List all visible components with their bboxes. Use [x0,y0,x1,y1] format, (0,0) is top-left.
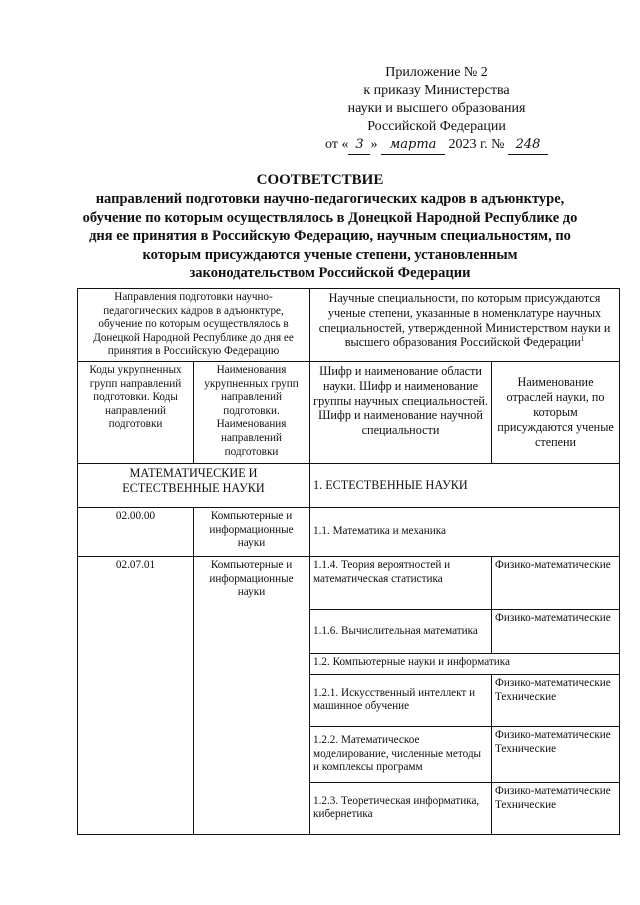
correspondence-table [77,288,620,835]
branch-cell: Физико-математические Технические [492,782,620,834]
code-cell: 02.07.01 [78,556,194,834]
table-row [78,507,620,556]
col-header-branch: Наименование отраслей науки, по которым присуждаются ученые степени [492,361,620,463]
branch-cell: Физико-математические Технические [492,726,620,782]
spec-cell: 1.2.2. Математическое моделирование, численные методы и комплексы программ [310,726,492,782]
spec-cell: 1.2.1. Искусственный интеллект и машинное обучение [310,674,492,726]
footnote-mark: 1 [580,335,585,344]
order-number: 248 [508,136,548,155]
spec-cell: 1.2.3. Теоретическая информатика, кибернетика [310,782,492,834]
date-month: марта [381,136,445,155]
section-left: МАТЕМАТИЧЕСКИЕ И ЕСТЕСТВЕННЫЕ НАУКИ [78,463,310,507]
date-mid: » [370,137,378,152]
table-row [78,289,620,362]
branch-cell: Физико-математические [492,556,620,609]
col-header-names: Наименования укрупненных групп направлений подготовки. Наименования направлений подготовки [194,361,310,463]
table-row [78,556,620,609]
date-year: 2023 г. № [448,137,505,152]
spec-group-cell: 1.1. Математика и механика [310,507,620,556]
branch-cell: Физико-математические [492,609,620,653]
header-left-group: Направления подготовки научно-педагогических кадров в адъюнктуре, обучение по которым осуществлялось в Донецкой Народной Республике до дня ее принятия в Российскую Федерацию [78,289,310,362]
col-header-codes: Коды укрупненных групп направлений подготовки. Коды направлений подготовки [78,361,194,463]
order-ref: к приказу Министерства [363,83,510,98]
code-cell: 02.00.00 [78,507,194,556]
spec-cell: 1.1.4. Теория вероятностей и математическая статистика [310,556,492,609]
table-row [78,463,620,507]
branch-cell: Физико-математические Технические [492,674,620,726]
name-cell: Компьютерные и информационные науки [194,556,310,834]
spec-cell: 1.1.6. Вычислительная математика [310,609,492,653]
date-prefix: от « [325,137,349,152]
spec-group-cell: 1.2. Компьютерные науки и информатика [310,653,620,674]
section-right: 1. ЕСТЕСТВЕННЫЕ НАУКИ [310,463,620,507]
appendix-label: Приложение № 2 [385,65,488,80]
header-right-text: Научные специальности, по которым присуждаются ученые степени, указанные в номенклатуре научных специальностей, утвержденной Министерством науки и высшего образования Российской Федерации [318,291,611,350]
ministry-line-1: науки и высшего образования [347,101,526,116]
table-row [78,361,620,463]
order-header [325,64,548,155]
order-date [325,136,548,155]
date-day: 3 [348,136,370,155]
doc-subtitle: направлений подготовки научно-педагогических кадров в адъюнктуре, обучение по которым осуществлялось в Донецкой Народной Республике до дня ее принятия в Российскую Федерацию, научным специальностям, по которым присуждаются ученые степени, установленным законодательством Российской Федерации [82,191,578,281]
doc-title: СООТВЕТСТВИЕ [256,172,384,188]
ministry-line-2: Российской Федерации [367,119,506,134]
name-cell: Компьютерные и информационные науки [194,507,310,556]
col-header-specialty: Шифр и наименование области науки. Шифр и наименование группы научных специальностей. Шифр и наименование научной специальности [310,361,492,463]
header-right-group [310,289,620,362]
